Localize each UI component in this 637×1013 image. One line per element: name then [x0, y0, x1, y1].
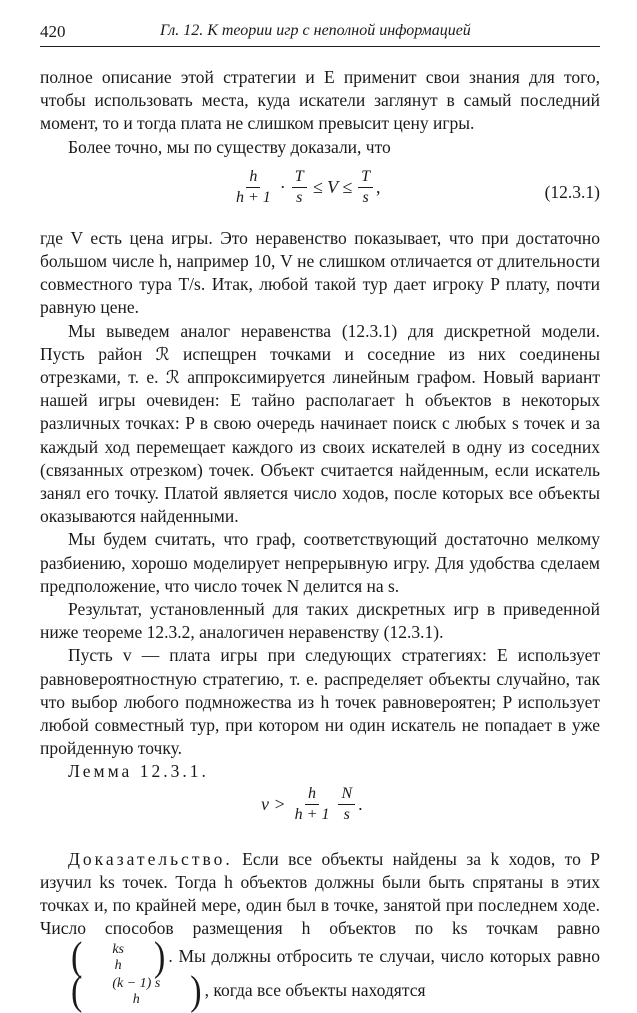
equation-comma: , [376, 176, 381, 197]
paragraph-3: где V есть цена игры. Это неравенство показывает, что при достаточно большом числе h, например 10, V не слишком отличается от длительности совместного тура T/s. Итак, любой такой тур дает игроку P плату, почти равную цене. [40, 227, 600, 318]
proof-text-2: . Мы должны отбросить те случаи, число которых равно [168, 945, 600, 966]
running-head: Гл. 12. К теории игр с неполной информацией [160, 22, 471, 39]
equation-tag: (12.3.1) [544, 181, 600, 202]
lemma-title: Лемма 12.3.1. [68, 761, 209, 782]
paragraph-5: Мы будем считать, что граф, соответствующий достаточно мелкому разбиению, хорошо моделирует непрерывную игру. Для удобства сделаем предположение, что число точек N делится на s. [40, 529, 600, 596]
relation: ≤ V ≤ [312, 176, 353, 197]
page-number: 420 [40, 22, 66, 41]
fraction-h-over-h1 [233, 167, 274, 208]
binomial-ks-h: ( ks h ) [71, 934, 166, 980]
paragraph-6: Результат, установленный для таких дискретных игр в приведенной ниже теореме 12.3.2, аналогичен неравенству (12.3.1). [40, 599, 600, 643]
header-rule [40, 46, 600, 47]
binomial-k1s-h: ( (k − 1) s h ) [71, 968, 202, 1013]
paragraph-4: Мы выведем аналог неравенства (12.3.1) для дискретной модели. Пусть район ℛ испещрен точками и соседние из них соединены отрезками, т. е. ℛ аппроксимируется линейным графом. Новый вариант нашей игры очевиден: E тайно располагает h объектов в некоторых различных точках: P в свою очередь начинает поиск с любых s точек и за каждый ход перемещает каждого из своих искателей в одну из соседних (связанных отрезком) точек. Объект считается найденным, если искатель занял его точку. Платой является число ходов, после которых все объекты оказываются найденными. [40, 320, 600, 527]
binomial-bottom: h [132, 991, 140, 1007]
numerator: N [338, 784, 355, 805]
equation-12-3-1 [40, 163, 600, 221]
denominator: s [362, 188, 369, 206]
denominator: h + 1 [294, 805, 330, 823]
dot-operator: · [279, 176, 286, 197]
page-header [40, 22, 600, 44]
numerator: h [305, 784, 319, 805]
numerator: T [292, 167, 307, 188]
lemma-inequality [40, 784, 600, 834]
numerator: T [358, 167, 373, 188]
binomial-bottom: h [114, 957, 122, 973]
paragraph-7: Пусть v — плата игры при следующих стратегиях: E использует равновероятностную стратегию, т. е. распределяет объекты случайно, так что выбор любого подмножества из h точек равновероятен; P использует любой совместный тур, при котором ни один искатель не попадает в уже пройденную точку. [40, 645, 600, 759]
lemma-period: . [358, 793, 363, 814]
proof-label: Доказательство. [68, 848, 233, 869]
denominator: s [343, 805, 350, 823]
denominator: h + 1 [236, 188, 271, 206]
paragraph-2: Более точно, мы по существу доказали, что [68, 136, 391, 157]
binomial-top: ks [112, 941, 124, 957]
fraction-h-over-h1 [292, 784, 333, 825]
lemma-label [40, 760, 600, 783]
fraction-n-over-s [338, 784, 355, 825]
numerator: h [246, 167, 260, 188]
proof-text-3: , когда все объекты находятся [204, 979, 426, 1000]
lemma-lhs: v > [261, 793, 286, 814]
proof-paragraph [40, 848, 601, 1013]
fraction-t-over-s [292, 167, 307, 208]
proof-text-1: Если все объекты найдены за k ходов, то P изучил ks точек. Тогда h объектов должны были быть спрятаны в этих точках и, по крайней мере, один был в точке, занятой при последнем ходе. Число способов размещения h объектов по ks точкам равно [40, 848, 601, 939]
paragraph-1: полное описание этой стратегии и E применит свои знания для того, чтобы использовать места, куда искатели заглянут в самый последний момент, то и тогда плата не слишком превысит цену игры. [40, 67, 600, 134]
denominator: s [296, 188, 303, 206]
body-text [40, 66, 601, 1013]
fraction-t-over-s-2 [358, 167, 373, 208]
binomial-top: (k − 1) s [112, 975, 161, 991]
